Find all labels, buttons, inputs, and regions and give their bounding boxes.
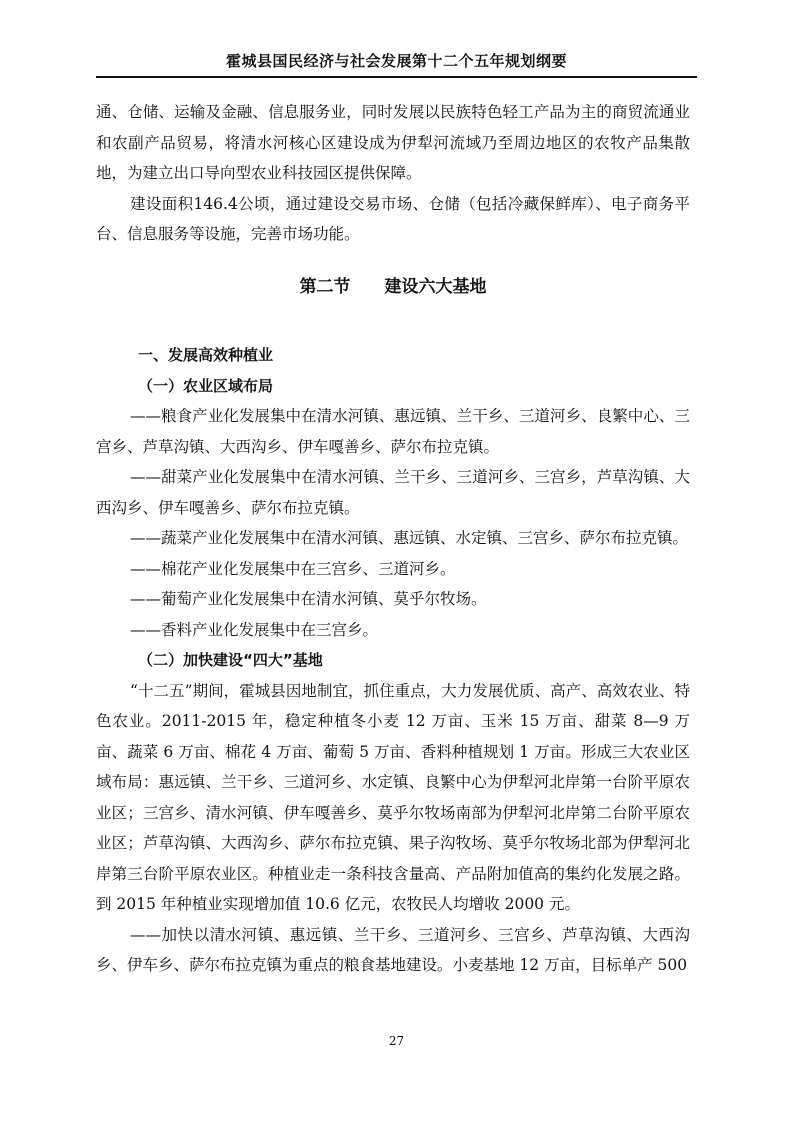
- subsection-heading: 一、发展高效种植业: [138, 346, 274, 364]
- paragraph: “十二五”期间，霍城县因地制宜，抓住重点，大力发展优质、高产、高效农业、特色农业。2011-2015 年，稳定种植冬小麦 12 万亩、玉米 15 万亩、甜菜 8—9 万亩、蔬菜 6 万亩、棉花 4 万亩、葡萄 5 万亩、香料种植规划 1 万亩。形成三大农业区域布局：惠远镇、兰干乡、三道河乡、水定镇、良繁中心为伊犁河北岸第一台阶平原农业区；三宫乡、清水河镇、伊车嘎善乡、莫乎尔牧场南部为伊犁河北岸第二台阶平原农业区；芦草沟镇、大西沟乡、萨尔布拉克镇、果子沟牧场、莫乎尔牧场北部为伊犁河北岸第三台阶平原农业区。种植业走一条科技含量高、产品附加值高的集约化发展之路。到 2015 年种植业实现增加值 10.6 亿元，农牧民人均增收 2000 元。: [96, 681, 690, 913]
- section-title: 建设六大基地: [384, 276, 487, 297]
- section-number: 第二节: [299, 276, 351, 297]
- page-number: 27: [388, 1034, 405, 1048]
- list-item: ——甜菜产业化发展集中在清水河镇、兰干乡、三道河乡、三宫乡，芦草沟镇、大西沟乡、伊车嘎善乡、萨尔布拉克镇。: [96, 468, 690, 517]
- section-heading: [96, 272, 690, 303]
- header-rule: [96, 76, 697, 78]
- list-item: ——粮食产业化发展集中在清水河镇、惠远镇、兰干乡、三道河乡、良繁中心、三宫乡、芦草沟镇、大西沟乡、伊车嘎善乡、萨尔布拉克镇。: [96, 407, 690, 456]
- running-header: 霍城县国民经济与社会发展第十二个五年规划纲要: [225, 52, 567, 70]
- list-item: ——棉花产业化发展集中在三宫乡、三道河乡。: [130, 559, 456, 578]
- paragraph: 建设面积146.4公顷，通过建设交易市场、仓储（包括冷藏保鲜库）、电子商务平台、信息服务等设施，完善市场功能。: [96, 194, 690, 243]
- list-item: ——蔬菜产业化发展集中在清水河镇、惠远镇、水定镇、三宫乡、萨尔布拉克镇。: [130, 529, 689, 547]
- paragraph: 通、仓储、运输及金融、信息服务业，同时发展以民族特色轻工产品为主的商贸流通业和农副产品贸易，将清水河核心区建设成为伊犁河流域乃至周边地区的农牧产品集散地，为建立出口导向型农业科技园区提供保障。: [96, 103, 690, 182]
- list-item: ——香料产业化发展集中在三宫乡。: [130, 620, 379, 639]
- subsection-heading: （一）农业区域布局: [138, 376, 274, 395]
- page-body: [96, 97, 690, 981]
- list-item: ——葡萄产业化发展集中在清水河镇、莫乎尔牧场。: [130, 590, 487, 608]
- subsection-heading: （二）加快建设“四大”基地: [138, 651, 323, 669]
- paragraph: ——加快以清水河镇、惠远镇、兰干乡、三道河乡、三宫乡、芦草沟镇、大西沟乡、伊车乡、萨尔布拉克镇为重点的粮食基地建设。小麦基地 12 万亩，目标单产 500: [96, 925, 690, 974]
